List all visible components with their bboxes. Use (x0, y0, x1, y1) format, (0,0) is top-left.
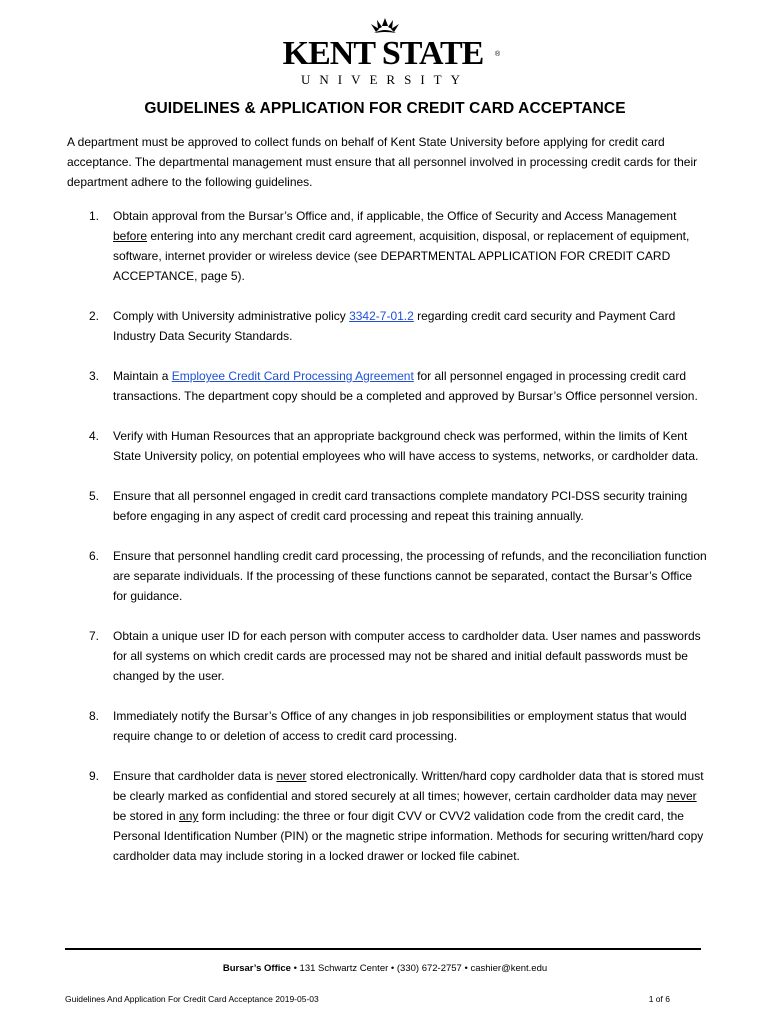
list-item (67, 426, 707, 466)
guidelines-list (67, 206, 707, 886)
list-item (67, 626, 707, 686)
agreement-link[interactable]: Employee Credit Card Processing Agreement (171, 369, 414, 383)
page-title: GUIDELINES & APPLICATION FOR CREDIT CARD ACCEPTANCE (144, 100, 626, 117)
item-text: Obtain a unique user ID for each person with computer access to cardholder data. User names and passwords for all systems on which credit cards are processed may not be shared and initial default passwords must be changed by the user. (113, 629, 701, 683)
item-number: 8. (89, 709, 100, 723)
list-item (67, 706, 707, 746)
footer-divider (65, 948, 701, 950)
item-number: 7. (89, 629, 100, 643)
logo-line1: KENT STATE (282, 35, 484, 72)
item-number: 5. (89, 489, 100, 503)
emphasis-any: any (179, 809, 199, 823)
office-name: Bursar’s Office (222, 963, 291, 974)
item-text: Immediately notify the Bursar’s Office of any changes in job responsibilities or employment status that would require change to or deletion of access to credit card processing. (113, 709, 687, 743)
item-number: 4. (89, 429, 100, 443)
item-number: 9. (89, 769, 100, 783)
policy-link[interactable]: 3342-7-01.2 (349, 309, 414, 323)
kent-state-logo (0, 14, 770, 90)
list-item (67, 546, 707, 606)
emphasis-before: before (113, 229, 148, 243)
item-number: 2. (89, 309, 100, 323)
item-number: 6. (89, 549, 100, 563)
intro-paragraph: A department must be approved to collect funds on behalf of Kent State University before applying for credit card acceptance. The departmental management must ensure that all personnel involved in processing credit cards for their department adhere to the following guidelines. (67, 135, 698, 189)
list-item: 3. Maintain a Employee Credit Card Processing Agreement for all personnel engaged in processing credit card transactions. The department copy should be a completed and approved by Bursar’s Office personnel version. (67, 366, 707, 406)
item-text: Verify with Human Resources that an appropriate background check was performed, within the limits of Kent State University policy, on potential employees who will have access to systems, networks, or cardholder data. (113, 429, 699, 463)
contact-details: • 131 Schwartz Center • (330) 672-2757 • cashier@kent.edu (290, 963, 548, 974)
emphasis-never: never (666, 789, 697, 803)
contact-line (0, 963, 770, 974)
kent-state-logo-graphic (265, 14, 505, 90)
page-number: 1 of 6 (648, 994, 670, 1004)
item-text: Ensure that all personnel engaged in credit card transactions complete mandatory PCI-DSS security training before engaging in any aspect of credit card processing and repeat this training annually. (113, 489, 688, 523)
logo-line2: UNIVERSITY (301, 72, 469, 87)
item-number: 3. (89, 369, 100, 383)
list-item: 1. Obtain approval from the Bursar’s Office and, if applicable, the Office of Security and Access Management before entering into any merchant credit card agreement, acquisition, disposal, or replacement of equipment, software, internet provider or wireless device (see DEPARTMENTAL APPLICATION FOR CREDIT CARD ACCEPTANCE, page 5). (67, 206, 707, 286)
list-item: 2. Comply with University administrative policy 3342-7-01.2 regarding credit card security and Payment Card Industry Data Security Standards. (67, 306, 707, 346)
flame-emblem-icon (371, 18, 399, 33)
item-number: 1. (89, 209, 100, 223)
item-text: Ensure that personnel handling credit card processing, the processing of refunds, and the reconciliation function are separate individuals. If the processing of these functions cannot be separated, contact the Bursar’s Office for guidance. (113, 549, 707, 603)
emphasis-never: never (276, 769, 307, 783)
logo-reg: ® (495, 51, 501, 58)
list-item (67, 486, 707, 526)
document-footer: Guidelines And Application For Credit Card Acceptance 2019-05-03 (65, 994, 319, 1004)
list-item: 9. Ensure that cardholder data is never stored electronically. Written/hard copy cardholder data that is stored must be clearly marked as confidential and stored securely at all times; however, certain cardholder data may never be stored in any form including: the three or four digit CVV or CVV2 validation code from the credit card, the Personal Identification Number (PIN) or the magnetic stripe information. Methods for securing written/hard copy cardholder data may include storing in a locked drawer or locked file cabinet. (67, 766, 707, 866)
